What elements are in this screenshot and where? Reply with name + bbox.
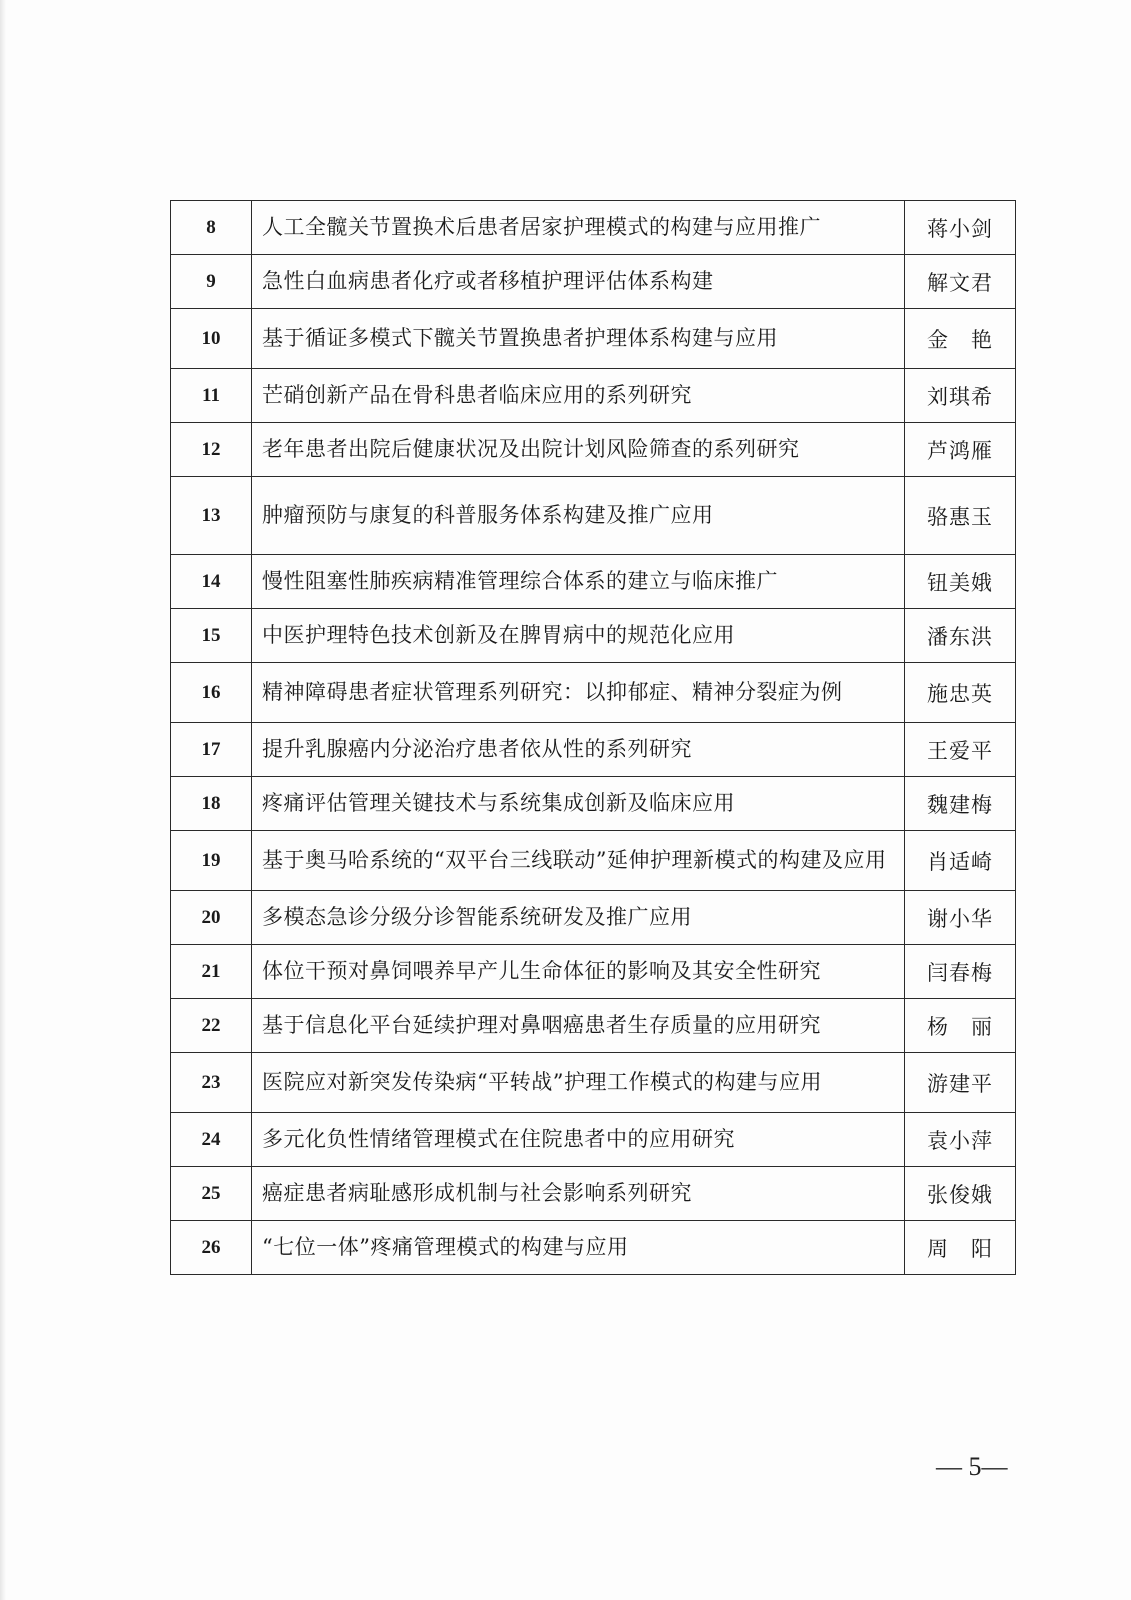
leader-name: 骆惠玉 [905,477,1016,555]
row-number: 26 [171,1221,252,1275]
table-row [171,1113,1016,1167]
table-row [171,945,1016,999]
table-row [171,477,1016,555]
project-title: “七位一体”疼痛管理模式的构建与应用 [252,1221,905,1275]
leader-name: 潘东洪 [905,609,1016,663]
leader-name: 施忠英 [905,663,1016,723]
table-row [171,663,1016,723]
leader-name: 游建平 [905,1053,1016,1113]
leader-name: 金 艳 [905,309,1016,369]
leader-name: 张俊娥 [905,1167,1016,1221]
leader-name: 谢小华 [905,891,1016,945]
row-number: 14 [171,555,252,609]
row-number: 13 [171,477,252,555]
project-table [170,200,1016,1275]
project-title: 提升乳腺癌内分泌治疗患者依从性的系列研究 [252,723,905,777]
row-number: 24 [171,1113,252,1167]
row-number: 10 [171,309,252,369]
page-number: — 5— [936,1452,1008,1481]
scan-edge [0,0,6,1600]
project-title: 肿瘤预防与康复的科普服务体系构建及推广应用 [252,477,905,555]
leader-name: 王爱平 [905,723,1016,777]
table-row [171,999,1016,1053]
leader-name: 芦鸿雁 [905,423,1016,477]
project-title: 多元化负性情绪管理模式在住院患者中的应用研究 [252,1113,905,1167]
project-title: 疼痛评估管理关键技术与系统集成创新及临床应用 [252,777,905,831]
project-title: 基于信息化平台延续护理对鼻咽癌患者生存质量的应用研究 [252,999,905,1053]
row-number: 25 [171,1167,252,1221]
leader-name: 钮美娥 [905,555,1016,609]
leader-name: 周 阳 [905,1221,1016,1275]
project-title: 慢性阻塞性肺疾病精准管理综合体系的建立与临床推广 [252,555,905,609]
table-row [171,369,1016,423]
project-title: 芒硝创新产品在骨科患者临床应用的系列研究 [252,369,905,423]
table-row [171,831,1016,891]
row-number: 9 [171,255,252,309]
project-title: 精神障碍患者症状管理系列研究：以抑郁症、精神分裂症为例 [252,663,905,723]
table-row [171,1053,1016,1113]
row-number: 11 [171,369,252,423]
leader-name: 闫春梅 [905,945,1016,999]
project-title: 体位干预对鼻饲喂养早产儿生命体征的影响及其安全性研究 [252,945,905,999]
row-number: 20 [171,891,252,945]
leader-name: 魏建梅 [905,777,1016,831]
project-title: 老年患者出院后健康状况及出院计划风险筛查的系列研究 [252,423,905,477]
row-number: 16 [171,663,252,723]
table-row [171,201,1016,255]
table-row [171,1221,1016,1275]
project-title: 基于奥马哈系统的“双平台三线联动”延伸护理新模式的构建及应用 [252,831,905,891]
table-row [171,891,1016,945]
table-row [171,255,1016,309]
project-title: 急性白血病患者化疗或者移植护理评估体系构建 [252,255,905,309]
leader-name: 解文君 [905,255,1016,309]
project-title: 多模态急诊分级分诊智能系统研发及推广应用 [252,891,905,945]
project-title: 基于循证多模式下髋关节置换患者护理体系构建与应用 [252,309,905,369]
table-row [171,555,1016,609]
project-title: 医院应对新突发传染病“平转战”护理工作模式的构建与应用 [252,1053,905,1113]
leader-name: 肖适崎 [905,831,1016,891]
row-number: 22 [171,999,252,1053]
leader-name: 蒋小剑 [905,201,1016,255]
table-row [171,723,1016,777]
project-title: 中医护理特色技术创新及在脾胃病中的规范化应用 [252,609,905,663]
row-number: 8 [171,201,252,255]
table-row [171,1167,1016,1221]
table-row [171,777,1016,831]
row-number: 12 [171,423,252,477]
table-row [171,609,1016,663]
table-row [171,423,1016,477]
row-number: 18 [171,777,252,831]
row-number: 19 [171,831,252,891]
project-title: 人工全髋关节置换术后患者居家护理模式的构建与应用推广 [252,201,905,255]
leader-name: 杨 丽 [905,999,1016,1053]
leader-name: 刘琪希 [905,369,1016,423]
row-number: 23 [171,1053,252,1113]
leader-name: 袁小萍 [905,1113,1016,1167]
row-number: 17 [171,723,252,777]
row-number: 15 [171,609,252,663]
table-row [171,309,1016,369]
row-number: 21 [171,945,252,999]
project-title: 癌症患者病耻感形成机制与社会影响系列研究 [252,1167,905,1221]
